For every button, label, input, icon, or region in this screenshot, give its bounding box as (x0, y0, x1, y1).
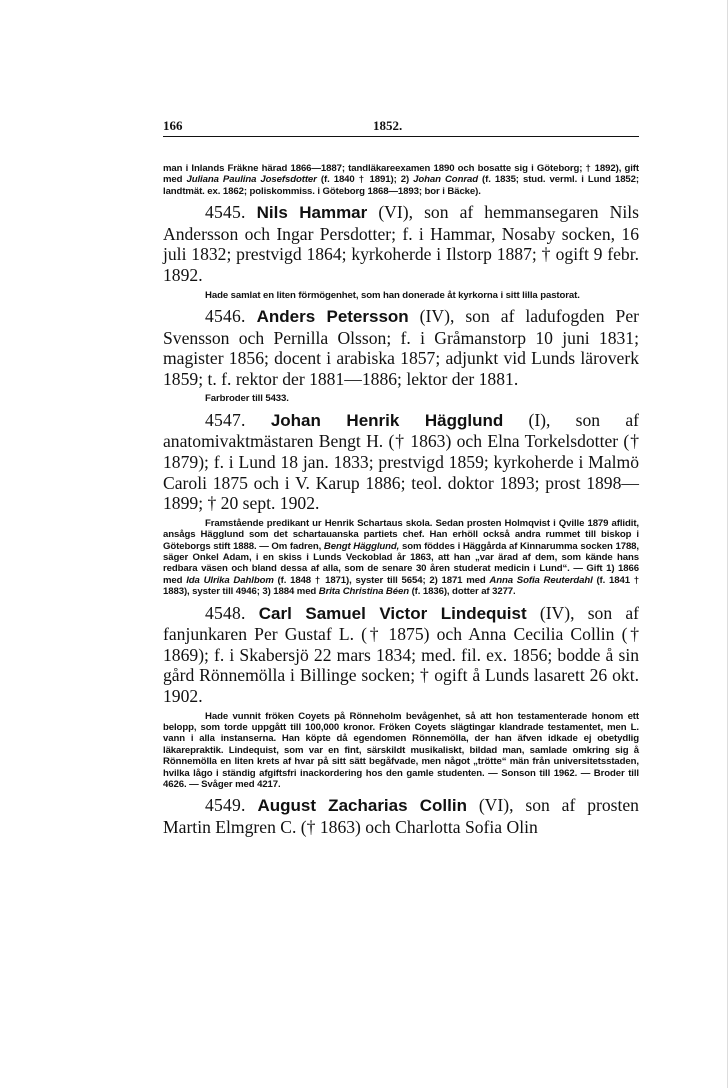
entry-4547 (163, 410, 639, 514)
entry-text: (IV), son af fanjunkaren Per Gustaf L. († 1875) och Anna Cecilia Collin († 1869); f. i Skabersjö 22 mars 1834; med. fil. ex. 1856; bodde å sin gård Rönnemölla i Billinge socken; † ogift å Lunds lasarett 26 okt. 1902. (163, 602, 639, 706)
entry-name: August Zacharias Collin (257, 796, 467, 816)
entry-number: 4548. (205, 602, 246, 623)
entry-number: 4546. (205, 306, 246, 326)
entry-text: (VI), son af hemmansegaren Nils Andersson och Ingar Persdotter; f. i Hammar, Nosaby socken, 16 juli 1832; prestvigd 1864; kyrkoherde i Ilstorp 1887; † ogift 9 febr. 1892. (163, 202, 639, 285)
continued-note: man i Inlands Fräkne härad 1866—1887; tandläkareexamen 1890 och bosatte sig i Göteborg; † 1892), gift med Juliana Paulina Josefsdotter (f. 1840 † 1891); 2) Johan Conrad (f. 1835; stud. verml. i Lund 1852; landtmät. ex. 1862; poliskommiss. i Göteborg 1868—1893; bor i Bäcke). (163, 163, 639, 197)
page-number: 166 (163, 118, 183, 133)
entry-name: Carl Samuel Victor Lindequist (258, 603, 527, 623)
entry-note: Hade samlat en liten förmögenhet, som han donerade åt kyrkorna i sitt lilla pastorat. (205, 289, 580, 301)
entry-number: 4549. (205, 795, 246, 816)
entry-number: 4547. (205, 409, 246, 430)
entry-name: Johan Henrik Hägglund (270, 410, 504, 430)
page-header (163, 118, 639, 137)
entry-text: (VI), son af prosten Martin Elmgren C. († 1863) och Charlotta Sofia Olin (163, 795, 639, 837)
entry-number: 4545. (205, 202, 246, 223)
entry-4545 (163, 202, 639, 285)
entry-name: Nils Hammar (256, 203, 368, 223)
entry-text: (I), son af anatomivaktmästaren Bengt H. († 1863) och Elna Torkelsdotter († 1879); f. i Lund 18 jan. 1833; prestvigd 1859; kyrkoherde i Malmö Caroli 1875 och i V. Karup 1886; teol. doktor 1893; prost 1898—1899; † 20 sept. 1902. (163, 409, 639, 514)
entry-name: Anders Petersson (256, 307, 409, 326)
entry-4549 (163, 795, 639, 837)
entry-text: (IV), son af ladufogden Per Svensson och Pernilla Olsson; f. i Gråmanstorp 10 juni 1831; magister 1856; docent i arabiska 1857; adjunkt vid Lunds läroverk 1859; t. f. rektor der 1881—1886; lektor der 1881. (163, 306, 640, 389)
entry-note: Farbroder till 5433. (205, 393, 289, 405)
entry-note: Framstående predikant ur Henrik Schartaus skola. Sedan prosten Holmqvist i Qville 1879 aflidit, ansågs Hägglund som det schartauanska partiets chef. Han erhöll också andra rummet till biskop i Göteborgs stift 1888. — Om fadren, Bengt Hägglund, som föddes i Häggårda af Kinnarumma socken 1788, säger Onkel Adam, i en skiss i Lunds Veckoblad år 1863, att han „var ärad af dem, som kände hans redbara väsen och bland dessa af alla, som de senare 30 åren studerat medicin i Lund“. — Gift 1) 1866 med Ida Ulrika Dahlbom (f. 1848 † 1871), syster till 5654; 2) 1871 med Anna Sofia Reuterdahl (f. 1841 † 1883), syster till 4946; 3) 1884 med Brita Christina Béen (f. 1836), dotter af 3277. (163, 517, 639, 598)
entry-4546 (163, 306, 639, 389)
page-content (163, 163, 639, 838)
entry-4548 (163, 603, 639, 707)
entry-note: Hade vunnit fröken Coyets på Rönneholm bevågenhet, så att hon testamenterade honom ett belopp, som torde uppgått till 100,000 kronor. Fröken Coyets slägtingar klandrade testamentet, men L. vann i alla instanserna. Han köpte då egendomen Rönnemölla, der han äfven idkade ej obetydlig läkarepraktik. Lindequist, som var en fint, särskildt musikaliskt, bildad man, samlade omkring sig å Rönnemölla en liten krets af hvar på sitt sätt begåfvade, men något „trötte“ män från universitetsstaden, hvilka lågo i ständig afgiftsfri inackordering hos den gamle studenten. — Sonson till 1962. — Broder till 4626. — Svåger med 4217. (163, 710, 639, 790)
running-head-year: 1852. (373, 118, 403, 133)
book-page (163, 118, 639, 842)
